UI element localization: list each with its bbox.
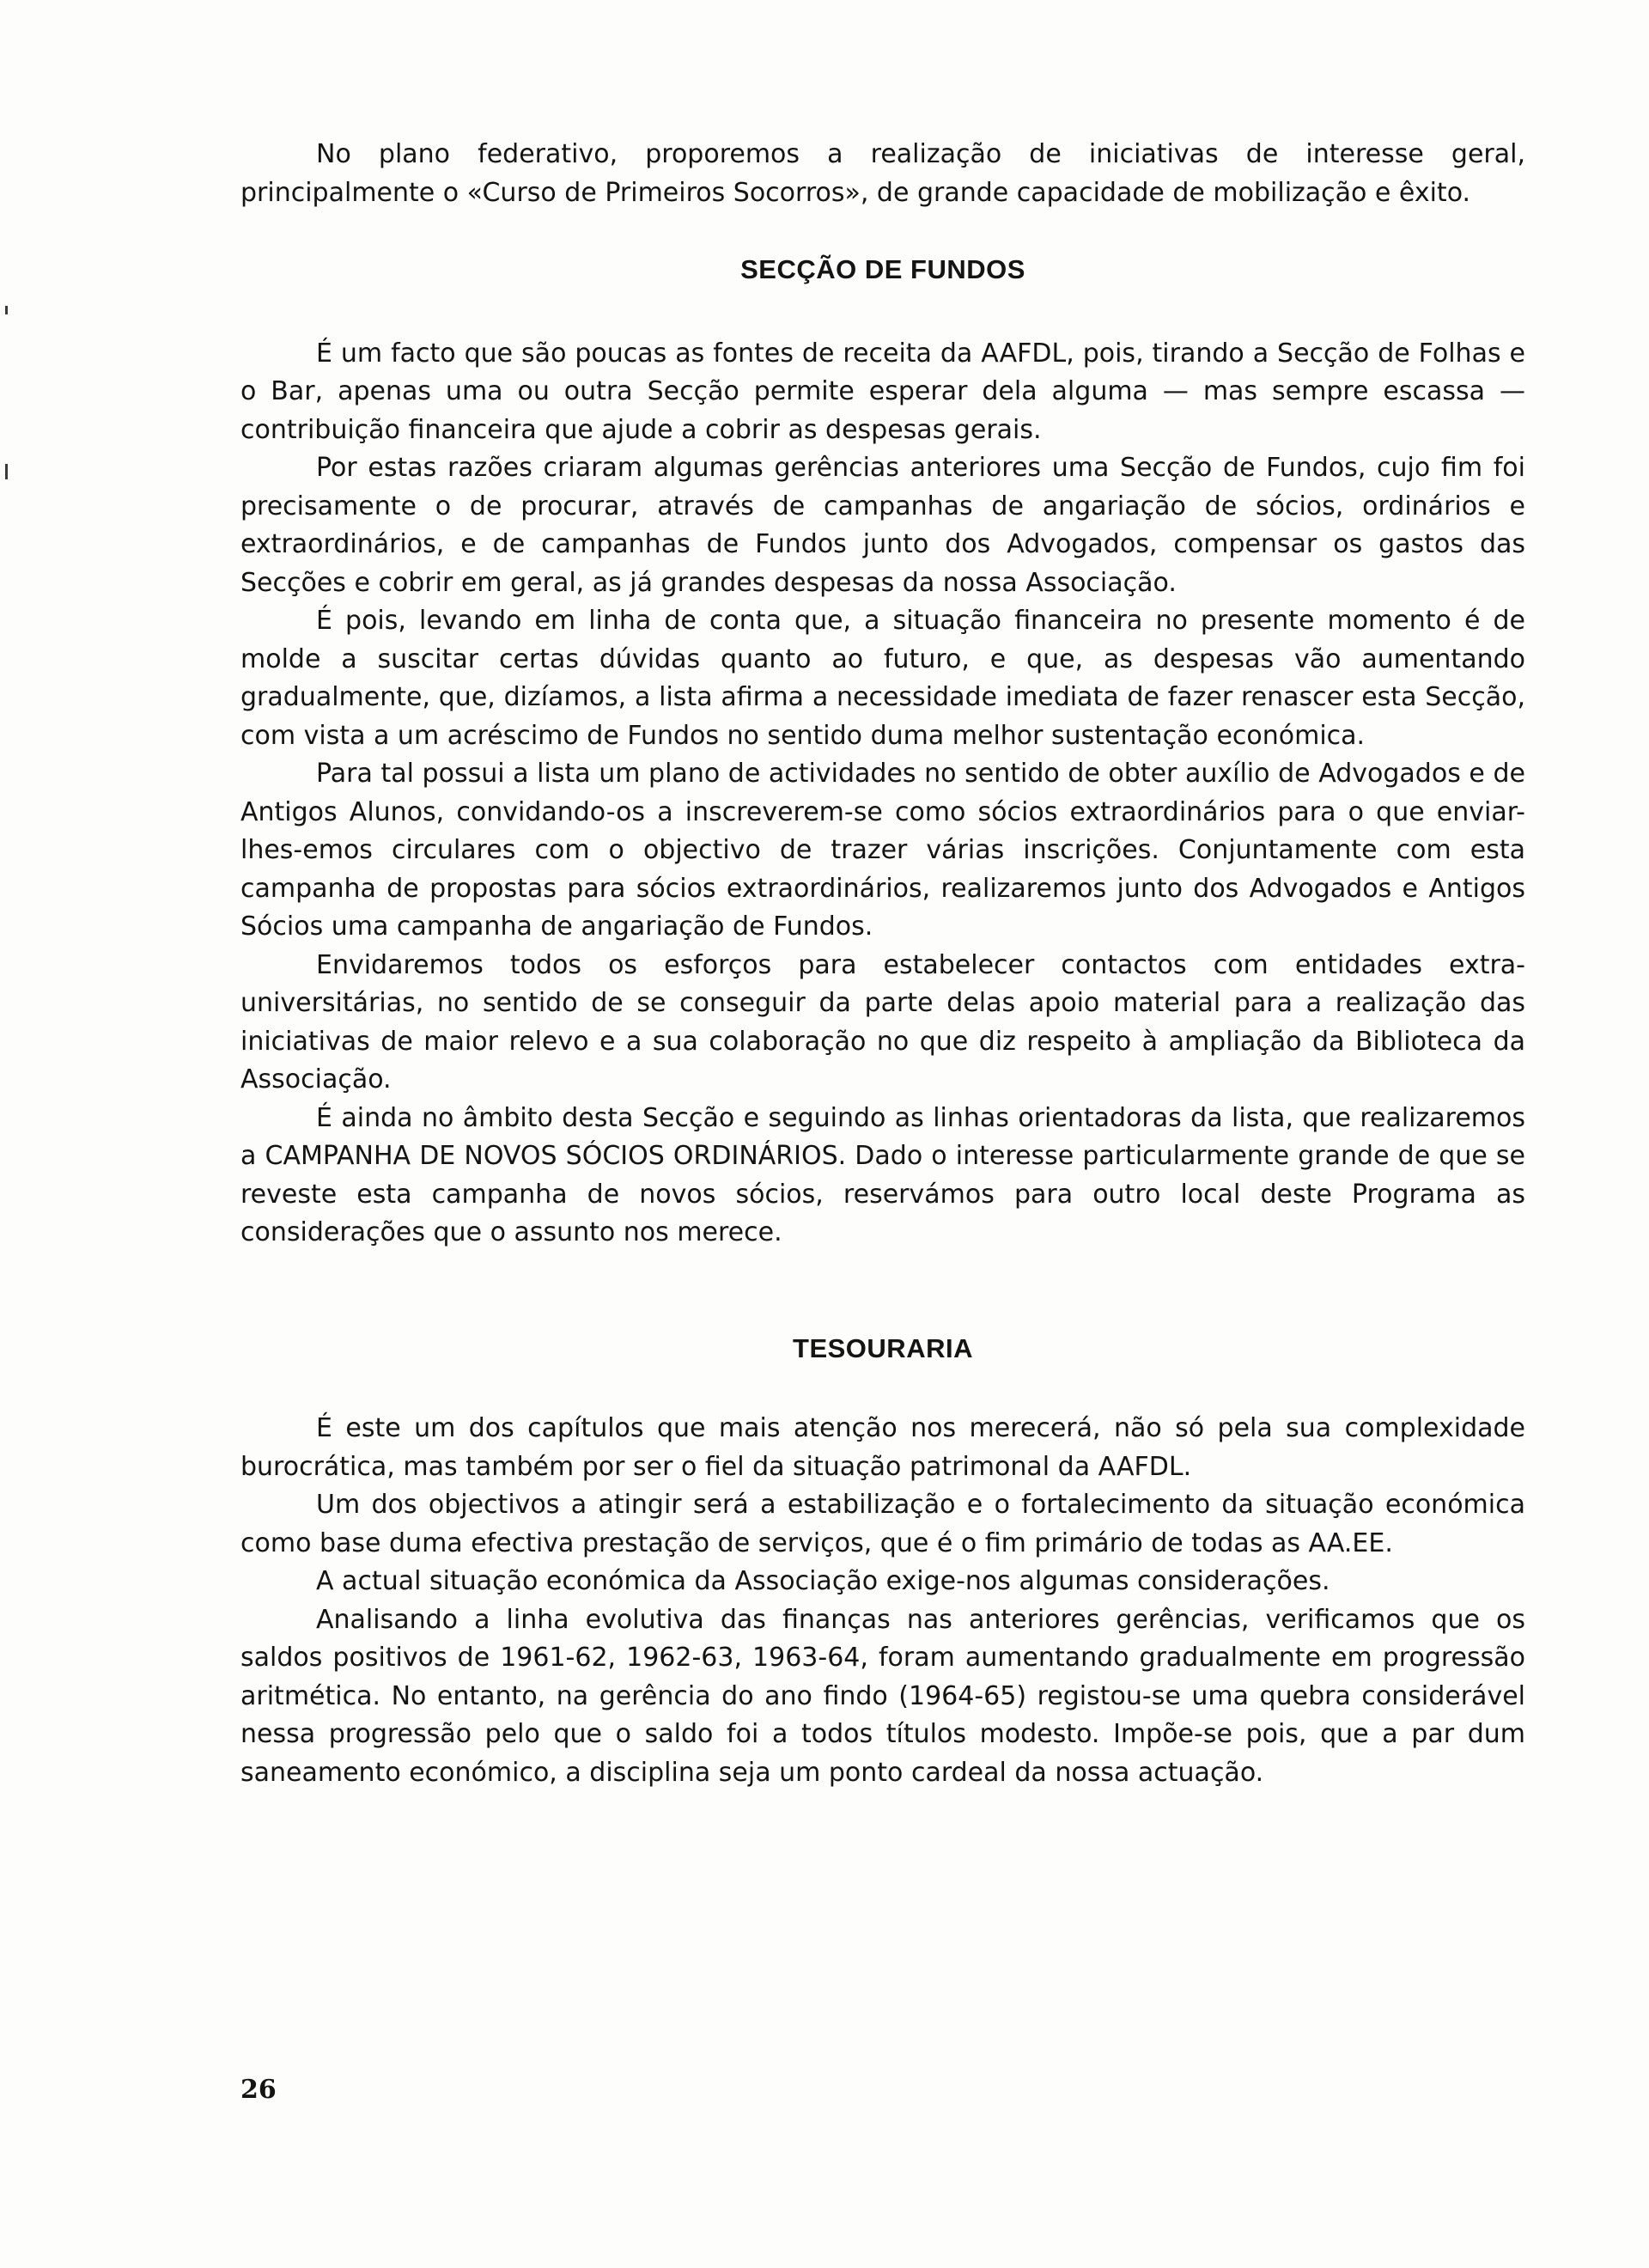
heading-tesouraria: TESOURARIA [793, 1332, 973, 1363]
paragraph-fundos-5: Envidaremos todos os esforços para estabelecer contactos com entidades extra-universitárias, no sentido de se conseguir da parte delas apoio material para a realização das iniciativas de maior relevo e a sua colaboração no que diz respeito à ampliação da Biblioteca da Associação. [240, 949, 1525, 1094]
paragraph-fundos-1: É um facto que são poucas as fontes de receita da AAFDL, pois, tirando a Secção de Folhas e o Bar, apenas uma ou outra Secção permite esperar dela alguma — mas sempre escassa — contribuição financeira que ajude a cobrir as despesas gerais. [240, 338, 1525, 445]
paragraph-fundos-6: É ainda no âmbito desta Secção e seguindo as linhas orientadoras da lista, que realizaremos a CAMPANHA DE NOVOS SÓCIOS ORDINÁRIOS. Dado o interesse particularmente grande de que se reveste esta campanha de novos sócios, reservámos para outro local deste Programa as considerações que o assunto nos merece. [240, 1102, 1525, 1247]
paragraph-tesouraria-3: A actual situação económica da Associação exige-nos algumas considerações. [316, 1566, 1330, 1596]
paragraph-fundos-3: É pois, levando em linha de conta que, a situação financeira no presente momento é de molde a suscitar certas dúvidas quanto ao futuro, e que, as despesas vão aumentando gradualmente, que, dizíamos, a lista afirma a necessidade imediata de fazer renascer esta Secção, com vista a um acréscimo de Fundos no sentido duma melhor sustentação económica. [240, 606, 1525, 751]
page-number: 26 [240, 2075, 277, 2105]
heading-seccao-de-fundos: SECÇÃO DE FUNDOS [740, 254, 1025, 284]
paragraph-federativo: No plano federativo, proporemos a realização de iniciativas de interesse geral, principalmente o «Curso de Primeiros Socorros», de grande capacidade de mobilização e êxito. [240, 139, 1525, 208]
paragraph-fundos-2: Por estas razões criaram algumas gerências anteriores uma Secção de Fundos, cujo fim foi precisamente o de procurar, através de campanhas de angariação de sócios, ordinários e extraordinários, e de campanhas de Fundos junto dos Advogados, compensar os gastos das Secções e cobrir em geral, as já grandes despesas da nossa Associação. [240, 453, 1525, 598]
paragraph-tesouraria-4: Analisando a linha evolutiva das finanças nas anteriores gerências, verificamos que os saldos positivos de 1961-62, 1962-63, 1963-64, foram aumentando gradualmente em progressão aritmética. No entanto, na gerência do ano findo (1964-65) registou-se uma quebra considerável nessa progressão pelo que o saldo foi a todos títulos modesto. Impõe-se pois, que a par dum saneamento económico, a disciplina seja um ponto cardeal da nossa actuação. [240, 1604, 1525, 1788]
paragraph-fundos-4: Para tal possui a lista um plano de actividades no sentido de obter auxílio de Advogados e de Antigos Alunos, convidando-os a inscreverem-se como sócios extraordinários para o que enviar-lhes-emos circulares com o objectivo de trazer várias inscrições. Conjuntamente com esta campanha de propostas para sócios extraordinários, realizaremos junto dos Advogados e Antigos Sócios uma campanha de angariação de Fundos. [240, 759, 1525, 942]
document-body [240, 136, 1525, 1792]
scan-mark-2 [5, 464, 8, 479]
scan-mark-1 [5, 306, 8, 314]
paragraph-tesouraria-2: Um dos objectivos a atingir será a estabilização e o fortalecimento da situação económica como base duma efectiva prestação de serviços, que é o fim primário de todas as AA.EE. [240, 1490, 1525, 1558]
paragraph-tesouraria-1: É este um dos capítulos que mais atenção nos merecerá, não só pela sua complexidade burocrática, mas também por ser o fiel da situação patrimonal da AAFDL. [240, 1413, 1525, 1482]
